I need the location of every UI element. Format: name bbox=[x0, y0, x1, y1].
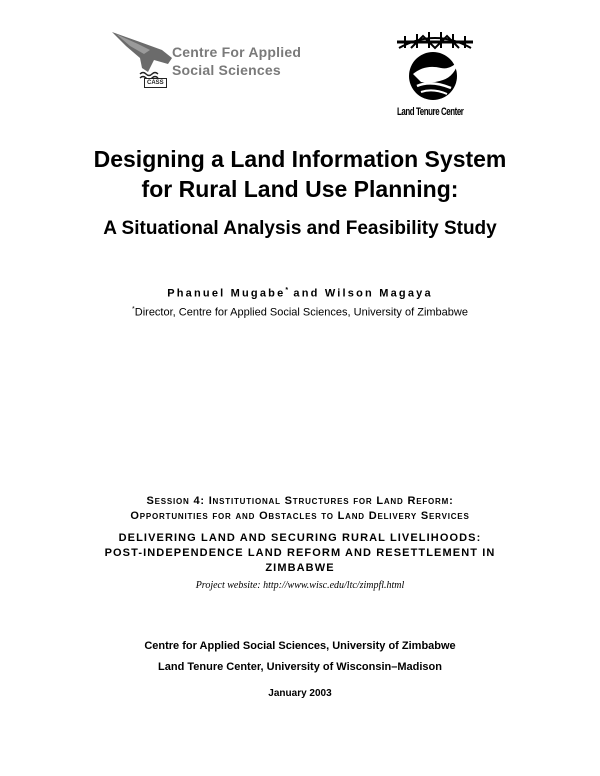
institutions bbox=[0, 636, 600, 678]
author-affiliation bbox=[0, 306, 600, 319]
title-line2: for Rural Land Use Planning: bbox=[141, 176, 459, 202]
session-line2: Opportunities for and Obstacles to Land Delivery Services bbox=[130, 510, 470, 522]
author-1-footnote-mark: * bbox=[285, 287, 289, 294]
cass-logo bbox=[110, 28, 302, 90]
series-line3: ZIMBABWE bbox=[265, 562, 335, 574]
authors bbox=[0, 287, 600, 300]
affiliation-footnote-mark: * bbox=[132, 306, 135, 313]
document-title bbox=[0, 144, 600, 204]
cass-name-line2: Social Sciences bbox=[172, 62, 281, 78]
session-line1: Session 4: Institutional Structures for Land Reform: bbox=[146, 495, 454, 507]
cass-name-line1: Centre For Applied bbox=[172, 44, 302, 60]
title-line1: Designing a Land Information System bbox=[93, 146, 507, 172]
institution-2: Land Tenure Center, University of Wisconsin–Madison bbox=[158, 661, 442, 673]
session-heading bbox=[0, 494, 600, 524]
cass-abbreviation: CASS bbox=[144, 78, 167, 88]
project-website: Project website: http://www.wisc.edu/ltc/zimpfl.html bbox=[195, 580, 405, 591]
ltc-logo bbox=[395, 30, 475, 120]
institution-1: Centre for Applied Social Sciences, University of Zimbabwe bbox=[144, 640, 456, 652]
author-2: Wilson Magaya bbox=[324, 287, 433, 300]
author-connector: and bbox=[288, 287, 325, 300]
publication-date: January 2003 bbox=[268, 688, 332, 699]
series-line2: POST-INDEPENDENCE LAND REFORM AND RESETTLEMENT IN bbox=[104, 547, 496, 559]
series-line1: DELIVERING LAND AND SECURING RURAL LIVELIHOODS: bbox=[118, 532, 482, 544]
series-heading bbox=[0, 531, 600, 576]
ltc-name: Land Tenure Center bbox=[397, 106, 464, 118]
author-1: Phanuel Mugabe bbox=[167, 287, 286, 300]
affiliation-text: Director, Centre for Applied Social Sciences, University of Zimbabwe bbox=[134, 306, 468, 319]
cass-name bbox=[172, 43, 301, 79]
document-subtitle: A Situational Analysis and Feasibility Study bbox=[103, 218, 497, 239]
bridge-bird-emblem-icon bbox=[395, 30, 475, 106]
